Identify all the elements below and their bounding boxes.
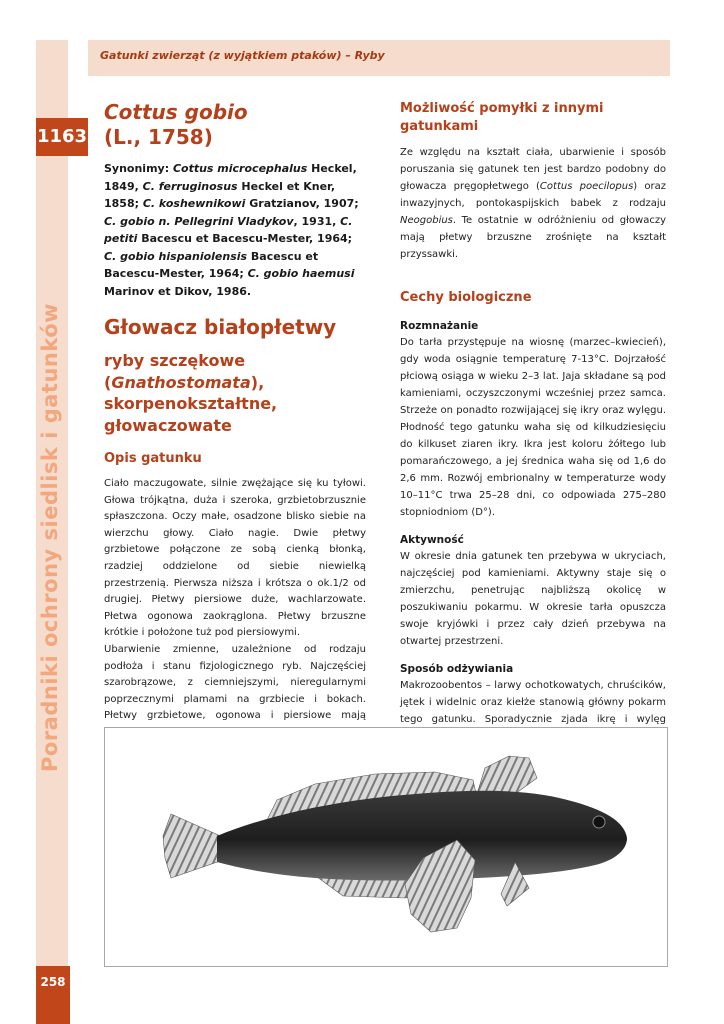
confusion-run: Neogobius [400, 215, 453, 226]
latin-name-heading [104, 100, 366, 150]
synonym-run: Marinov et Dikov, 1986. [104, 284, 252, 298]
confusion-run: Ze względu na kształt ciała, ubarwienie i sposób poruszania się gatunek ten jest bardzo podobny do głowacza pręgopłetwego ( [400, 147, 666, 192]
synonym-run: , 1931, [293, 214, 341, 228]
biology-heading: Cechy biologiczne [400, 290, 532, 305]
synonym-run: C. gobio n. Pellegrini Vladykov [104, 214, 294, 228]
description-paragraph-1: Ciało maczugowate, silnie zwężające się ku tyłowi. Głowa trójkątna, duża i szeroka, grzbietobrzusznie spłaszczona. Oczy małe, osadzone blisko siebie na wierzchu głowy. Ciało nagie. Dwie płetwy grzbietowe połączone ze sobą cienką błonką, rzadziej oddzielone od siebie niewielką przestrzenią. Pierwsza niższa i krótsza o ok.1/2 od drugiej. Płetwy piersiowe duże, wachlarzowate. Płetwa ogonowa zaokrąglona. Płetwy brzuszne krótkie i położone tuż pod piersiowymi. [104, 478, 366, 639]
synonym-run: Heckel, 1849, [104, 162, 357, 193]
reproduction-title: Rozmnażanie [400, 320, 479, 332]
caudal-fin [163, 814, 225, 878]
synonym-run: C. petiti [104, 214, 353, 245]
fish-photo [105, 728, 667, 966]
fish-eye [593, 816, 605, 828]
taxonomy-line3: skorpenokształtne, [104, 394, 278, 413]
taxonomy-line4: głowaczowate [104, 415, 232, 435]
synonym-run: Bacescu et Bacescu-Mester, 1964; [104, 249, 319, 280]
activity-title: Aktywność [400, 534, 464, 546]
taxonomy [104, 350, 366, 436]
synonym-run: C. gobio haemusi [247, 267, 355, 280]
synonym-run: C. gobio hispaniolensis [104, 249, 248, 263]
synonym-run: C. koshewnikowi [142, 197, 246, 210]
feeding-title: Sposób odżywiania [400, 663, 514, 675]
feeding-text: Makrozoobentos – larwy ochotkowatych, chruścików, jętek i widelnic oraz kiełże stanowią główny pokarm tego gatunku. Sporadycznie zjada ikrę i wylęg [400, 680, 666, 725]
confusion-run: ) oraz inwazyjnych, pontokaspijskich babek z rodzaju [400, 181, 666, 209]
synonym-run: Heckel et Kner, 1858; [104, 179, 336, 210]
confusion-paragraph [400, 144, 666, 263]
species-code: 1163 [36, 126, 88, 147]
common-name: Głowacz białopłetwy [104, 315, 337, 339]
author-year: (L., 1758) [104, 125, 213, 149]
confusion-run: . Te ostatnie w odróżnieniu od głowaczy mają płetwy brzuszne zrośnięte na kształt przyssawki. [400, 215, 666, 260]
taxonomy-line1: ryby szczękowe [104, 351, 246, 370]
description-paragraph-2: Ubarwienie zmienne, uzależnione od rodzaju podłoża i stanu fizjologicznego ryb. Najczęściej szarobrązowe, z ciemniejszymi, nieregularnymi poprzecznymi plamami na grzbiecie i bokach. Płetwy grzbietowe, ogonowa i piersiowe mają [104, 643, 366, 722]
taxonomy-open: ( [104, 372, 112, 392]
synonym-run: Bacescu et Bacescu-Mester, 1964; [137, 232, 353, 245]
fish-photo-frame [104, 727, 668, 967]
confusion-heading: Możliwość pomyłki z innymi gatunkami [400, 101, 604, 134]
confusion-run: Cottus poecilopus [539, 181, 634, 192]
synonym-run: Gratzianov, 1907; [245, 197, 359, 210]
latin-name: Cottus gobio [104, 100, 248, 124]
reproduction-text: Do tarła przystępuje na wiosnę (marzec–kwiecień), gdy woda osiągnie temperaturę 7-13°C. Dojrzałość płciową osiąga w wieku 2–3 lat. Jaja składane są pod kamieniami, oczyszczonymi wcześniej przez samca. Strzeże on ponadto rozwijającej się ikry oraz wylęgu. Płodność tego gatunku waha się od kilkudziesięciu do kilkuset ziaren ikry. Ikra jest koloru żółtego lub pomarańczowego, a jej średnica waha się od 1,6 do 2,6 mm. Rozwój embrionalny w temperaturze wody 10–11°C trwa 25–28 dni, co odpowiada 275–280 stopniodniom (D°). [400, 337, 666, 518]
description-heading: Opis gatunku [104, 451, 202, 466]
taxonomy-group: Gnathostomata [111, 372, 251, 392]
synonyms-paragraph [104, 160, 366, 300]
synonym-run: C. ferruginosus [142, 179, 238, 193]
synonym-run: Synonimy: [104, 162, 173, 175]
right-column [400, 100, 666, 779]
vertical-series-title: Poradniki ochrony siedlisk i gatunków [38, 302, 62, 772]
page-number: 258 [40, 975, 66, 989]
first-dorsal-fin [477, 756, 537, 794]
taxonomy-close: ), [250, 372, 265, 392]
section-header: Gatunki zwierząt (z wyjątkiem ptaków) – Ryby [100, 49, 385, 62]
activity-text: W okresie dnia gatunek ten przebywa w ukryciach, najczęściej pod kamieniami. Aktywny staje się o zmierzchu, penetrując najbliższą okolicę w poszukiwaniu pokarmu. W okresie tarła opuszcza swoje kryjówki i przez cały dzień przebywa na otwartej przestrzeni. [400, 551, 666, 647]
synonym-run: Cottus microcephalus [172, 162, 308, 175]
